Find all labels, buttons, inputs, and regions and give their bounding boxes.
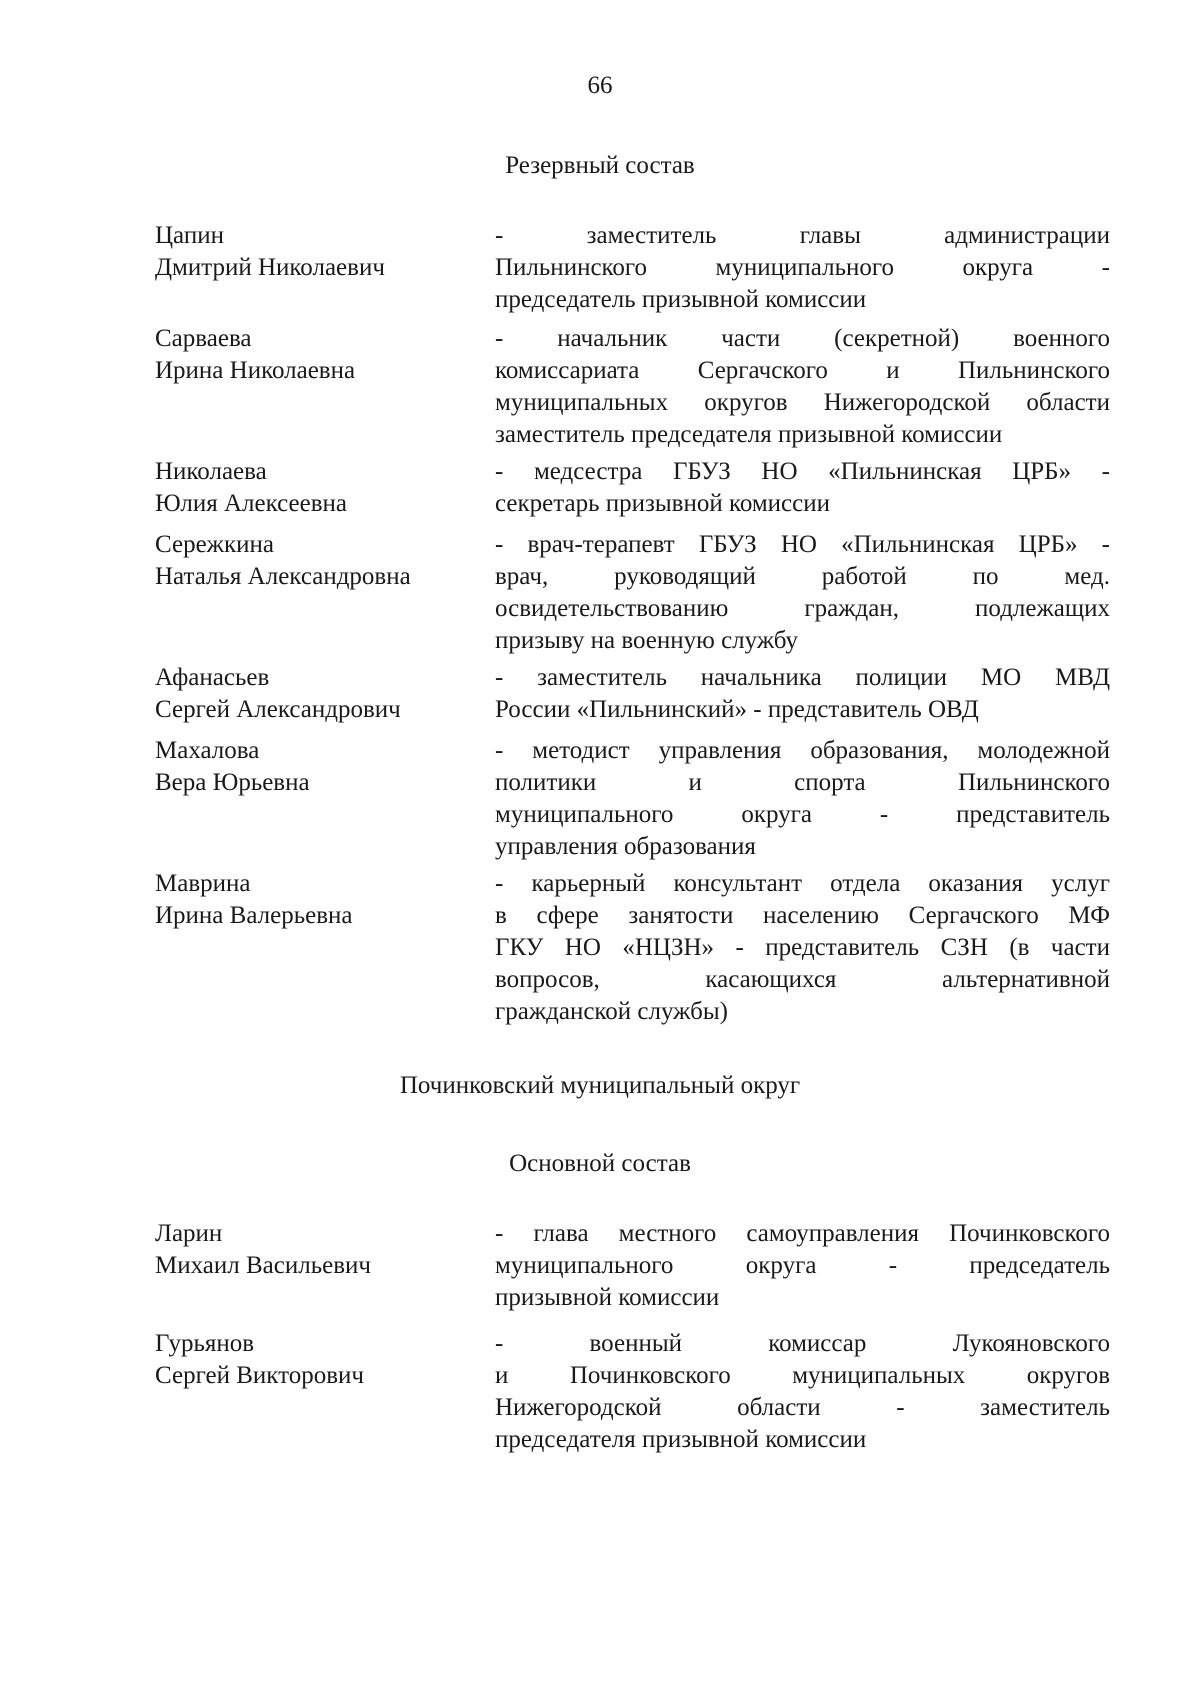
member-name [155,1218,485,1282]
role-line: - глава местного самоуправления Починковского [495,1220,1110,1247]
member-name [155,323,485,387]
member-surname: Гурьянов [155,1330,255,1357]
member-surname: Ларин [155,1220,223,1247]
role-line: председатель призывной комиссии [495,286,867,313]
role-line: председателя призывной комиссии [495,1426,867,1453]
role-line: России «Пильнинский» - представитель ОВД [495,696,979,723]
member-role [495,323,1110,451]
page-number: 66 [587,72,613,99]
member-role [495,1328,1110,1456]
member-given-names: Ирина Валерьевна [155,902,353,929]
member-given-names: Наталья Александровна [155,563,411,590]
role-line: политики и спорта Пильнинского [495,769,1110,796]
member-surname: Маврина [155,870,251,897]
member-role [495,529,1110,657]
member-given-names: Вера Юрьевна [155,769,310,796]
section-heading-main: Основной состав [509,1150,691,1177]
member-name [155,456,485,520]
member-role [495,456,1110,520]
role-line: - военный комиссар Лукояновского [495,1330,1110,1357]
role-line: и Починковского муниципальных округов [495,1362,1110,1389]
member-given-names: Сергей Викторович [155,1362,364,1389]
member-surname: Махалова [155,737,260,764]
role-line: муниципального округа - представитель [495,801,1110,828]
role-line: в сфере занятости населению Сергачского МФ [495,902,1110,929]
section-heading-reserve: Резервный состав [505,152,695,179]
role-line: врач, руководящий работой по мед. [495,563,1110,590]
member-given-names: Сергей Александрович [155,696,401,723]
member-name [155,868,485,932]
member-given-names: Дмитрий Николаевич [155,254,385,281]
member-given-names: Юлия Алексеевна [155,490,347,517]
role-line: Нижегородской области - заместитель [495,1394,1110,1421]
member-role [495,1218,1110,1314]
role-line: - заместитель начальника полиции МО МВД [495,664,1110,691]
role-line: - заместитель главы администрации [495,222,1110,249]
member-given-names: Михаил Васильевич [155,1252,371,1279]
role-line: - медсестра ГБУЗ НО «Пильнинская ЦРБ» - [495,458,1110,485]
role-line: призывной комиссии [495,1284,720,1311]
role-line: вопросов, касающихся альтернативной [495,966,1110,993]
role-line: секретарь призывной комиссии [495,490,831,517]
role-line: управления образования [495,833,756,860]
member-role [495,220,1110,316]
role-line: - врач-терапевт ГБУЗ НО «Пильнинская ЦРБ» - [495,531,1110,558]
role-line: ГКУ НО «НЦЗН» - представитель СЗН (в части [495,934,1110,961]
member-role [495,735,1110,863]
role-line: муниципальных округов Нижегородской области [495,389,1110,416]
member-given-names: Ирина Николаевна [155,357,356,384]
role-line: освидетельствованию граждан, подлежащих [495,595,1110,622]
member-name [155,1328,485,1392]
member-surname: Сережкина [155,531,274,558]
member-role [495,662,1110,726]
member-surname: Николаева [155,458,267,485]
role-line: муниципального округа - председатель [495,1252,1110,1279]
role-line: - начальник части (секретной) военного [495,325,1110,352]
role-line: комиссариата Сергачского и Пильнинского [495,357,1110,384]
member-name [155,220,485,284]
member-role [495,868,1110,1028]
member-surname: Цапин [155,222,224,249]
role-line: Пильнинского муниципального округа - [495,254,1110,281]
role-line: призыву на военную службу [495,627,799,654]
role-line: - карьерный консультант отдела оказания услуг [495,870,1110,897]
role-line: заместитель председателя призывной комиссии [495,421,1003,448]
role-line: гражданской службы) [495,998,728,1025]
member-name [155,735,485,799]
member-surname: Афанасьев [155,664,270,691]
member-name [155,529,485,593]
member-name [155,662,485,726]
district-heading: Починковский муниципальный округ [399,1072,801,1099]
role-line: - методист управления образования, молодежной [495,737,1110,764]
member-surname: Сарваева [155,325,252,352]
